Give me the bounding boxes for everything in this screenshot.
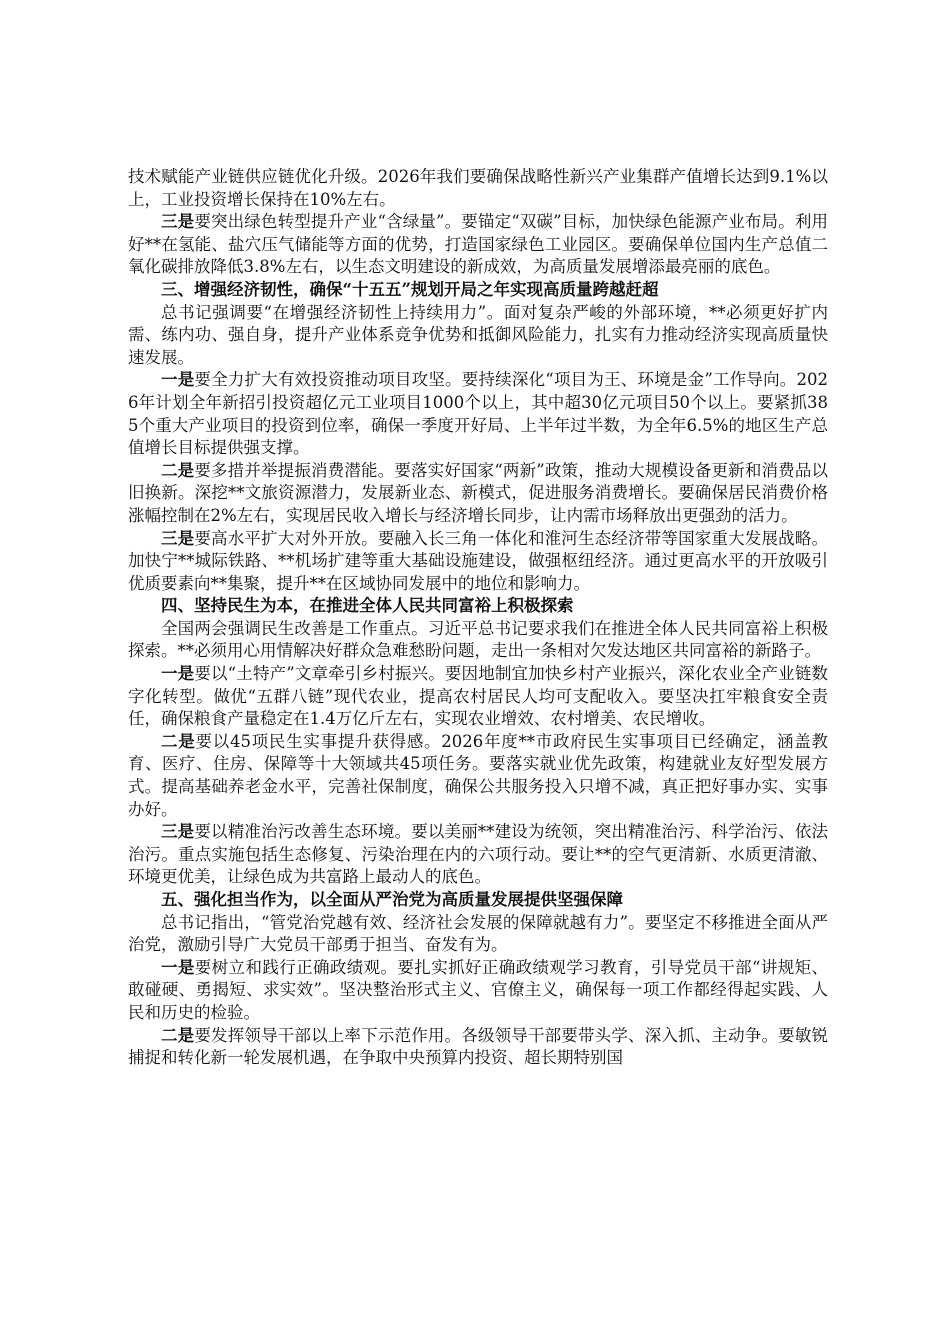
list-item-paragraph (128, 663, 828, 731)
body-paragraph: 总书记指出，“管党治党越有效、经济社会发展的保障就越有力”。要坚定不移推进全面从严治党，激励引导广大党员干部勇于担当、奋发有为。 (128, 912, 828, 955)
item-text: 要以“土特产”文章牵引乡村振兴。要因地制宜加快乡村产业振兴，深化农业全产业链数字化转型。做优“五群八链”现代农业，提高农村居民人均可支配收入。要坚决扛牢粮食安全责任，确保粮食产量稳定在1.4万亿斤左右，实现农业增效、农村增美、农民增收。 (128, 664, 829, 729)
item-text: 要发挥领导干部以上率下示范作用。各级领导干部要带头学、深入抓、主动争。要敏锐捕捉和转化新一轮发展机遇，在争取中央预算内投资、超长期特别国 (128, 1025, 829, 1068)
item-lead: 三是 (161, 212, 195, 232)
item-text: 要以45项民生实事提升获得感。2026年度**市政府民生实事项目已经确定，涵盖教育、医疗、住房、保障等十大领域共45项任务。要落实就业优先政策，构建就业友好型发展方式。提高基础养老金水平，完善社保制度，确保公共服务投入只增不减，真正把好事办实、实事办好。 (128, 731, 828, 819)
item-lead: 一是 (161, 664, 195, 684)
section-heading: 三、增强经济韧性，确保“十五五”规划开局之年实现高质量跨越赶超 (161, 279, 659, 299)
section-heading: 四、坚持民生为本，在推进全体人民共同富裕上积极探索 (161, 596, 574, 616)
body-paragraph: 全国两会强调民生改善是工作重点。习近平总书记要求我们在推进全体人民共同富裕上积极探索。**必须用心用情解决好群众急难愁盼问题，走出一条相对欠发达地区共同富裕的新路子。 (128, 618, 828, 661)
item-text: 要树立和践行正确政绩观。要扎实抓好正确政绩观学习教育，引导党员干部“讲规矩、敢碰硬、勇揭短、求实效”。坚决整治形式主义、官僚主义，确保每一项工作都经得起实践、人民和历史的检验。 (128, 957, 829, 1022)
item-text: 要以精准治污改善生态环境。要以美丽**建设为统领，突出精准治污、科学治污、依法治污。重点实施包括生态修复、污染治理在内的六项行动。要让**的空气更清新、水质更清澈、环境更优美，让绿色成为共富路上最动人的底色。 (128, 822, 829, 887)
item-text: 要突出绿色转型提升产业“含绿量”。要锚定“双碳”目标，加快绿色能源产业布局。利用好**在氢能、盐穴压气储能等方面的优势，打造国家绿色工业园区。要确保单位国内生产总值二氧化碳排放降低3.8%左右，以生态文明建设的新成效，为高质量发展增添最亮丽的底色。 (128, 212, 828, 277)
item-lead: 三是 (161, 822, 195, 842)
list-item-paragraph (128, 957, 828, 1025)
item-text: 要高水平扩大对外开放。要融入长三角一体化和淮河生态经济带等国家重大发展战略。加快宁**城际铁路、**机场扩建等重大基础设施建设，做强枢纽经济。通过更高水平的开放吸引优质要素向**集聚，提升**在区域协同发展中的地位和影响力。 (128, 528, 829, 593)
item-lead: 二是 (161, 731, 196, 751)
section-heading: 五、强化担当作为，以全面从严治党为高质量发展提供坚强保障 (161, 890, 623, 909)
item-lead: 一是 (161, 370, 195, 390)
list-item-paragraph (128, 460, 828, 528)
item-lead: 三是 (161, 528, 195, 548)
list-item-paragraph (128, 369, 828, 459)
list-item-paragraph (128, 1025, 828, 1070)
list-item-paragraph (128, 731, 828, 821)
paragraph-continuation: 技术赋能产业链供应链优化升级。2026年我们要确保战略性新兴产业集群产值增长达到9.1%以上，工业投资增长保持在10%左右。 (128, 167, 828, 209)
item-text: 要多措并举提振消费潜能。要落实好国家“两新”政策，推动大规模设备更新和消费品以旧换新。深挖**文旅资源潜力，发展新业态、新模式，促进服务消费增长。要确保居民消费价格涨幅控制在2%左右，实现居民收入增长与经济增长同步，让内需市场释放出更强劲的活力。 (128, 460, 829, 525)
list-item-paragraph (128, 528, 828, 596)
item-lead: 二是 (161, 460, 195, 480)
body-paragraph: 总书记强调要“在增强经济韧性上持续用力”。面对复杂严峻的外部环境，**必须更好扩内需、练内功、强自身，提升产业体系竞争优势和抵御风险能力，扎实有力推动经济实现高质量快速发展。 (128, 302, 828, 367)
item-lead: 二是 (161, 1025, 195, 1045)
list-item-paragraph (128, 821, 828, 889)
item-text: 要全力扩大有效投资推动项目攻坚。要持续深化“项目为王、环境是金”工作导向。2026年计划全年新招引投资超亿元工业项目1000个以上，其中超30亿元项目50个以上。要紧抓385个重大产业项目的投资到位率，确保一季度开好局、上半年过半数，为全年6.5%的地区生产总值增长目标提供强支撑。 (128, 370, 828, 458)
document-page (128, 166, 828, 1070)
item-lead: 一是 (161, 957, 195, 977)
list-item-paragraph (128, 211, 828, 279)
